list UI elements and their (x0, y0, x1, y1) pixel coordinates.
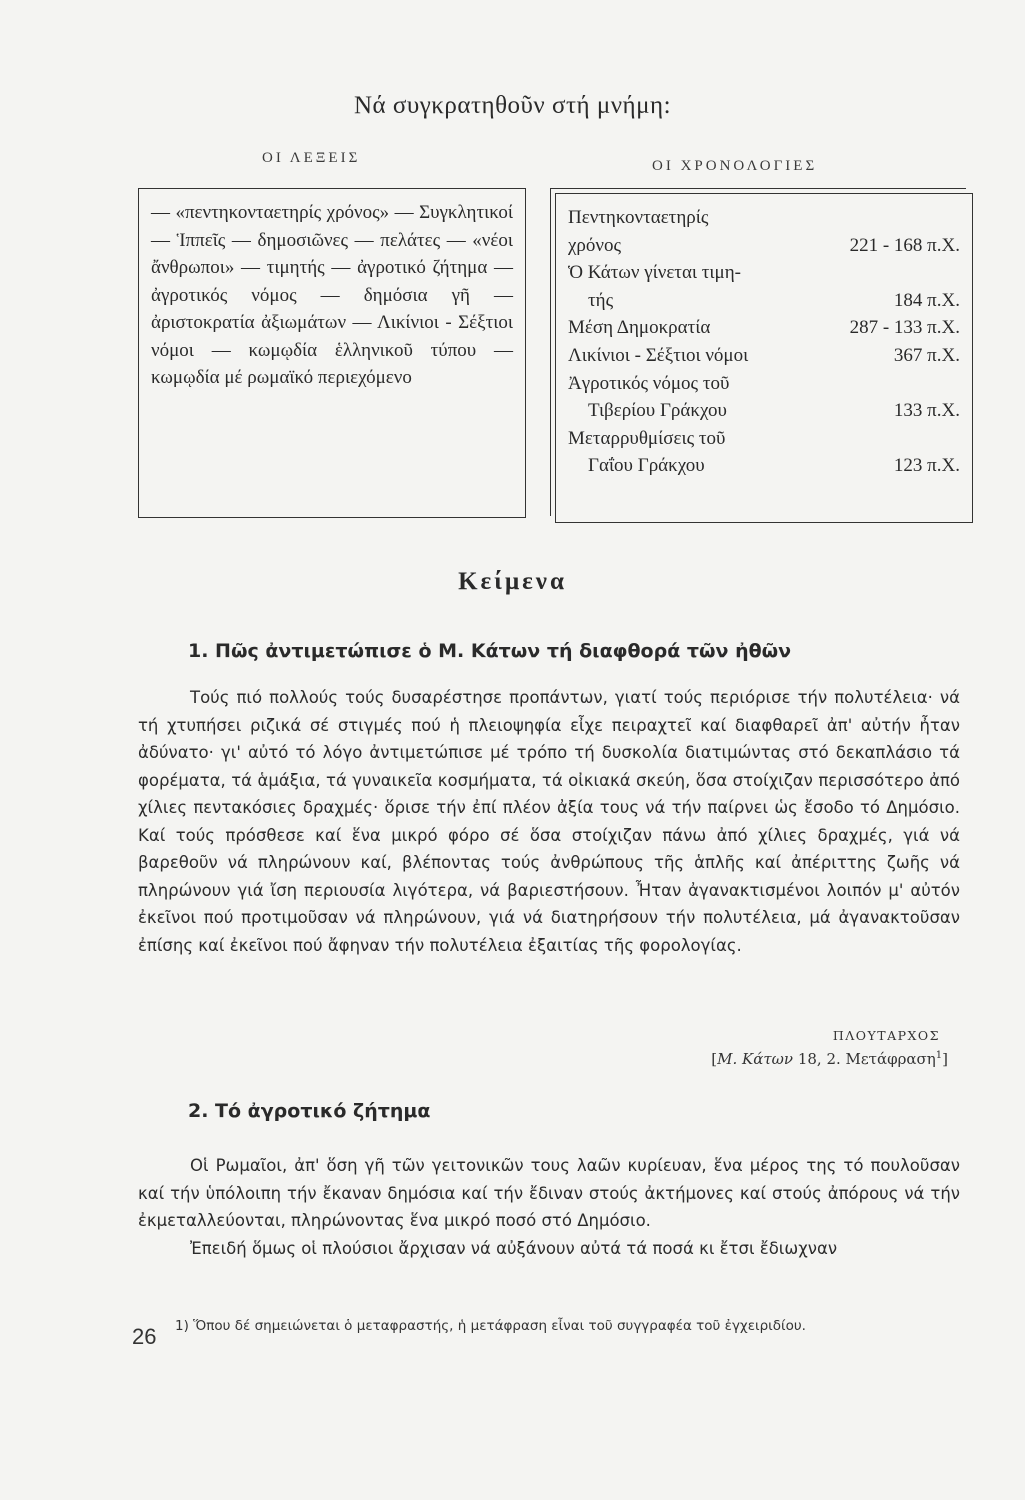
chronology-row (568, 342, 964, 370)
chronology-label: Τιβερίου Γράκχου (588, 400, 727, 422)
citation-author: ΠΛΟΥΤΑΡΧΟΣ (832, 1028, 940, 1043)
page-number: 26 (132, 1324, 157, 1349)
section2-body (138, 1152, 960, 1262)
chronology-row (568, 425, 964, 453)
chronology-label: Μέση Δημοκρατία (568, 317, 711, 339)
words-heading: ΟΙ ΛΕΞΕΙΣ (262, 150, 361, 166)
source-work: Μ. Κάτων (717, 1050, 794, 1068)
chronology-label: χρόνος (568, 234, 622, 256)
chronology-label: τής (588, 289, 614, 311)
words-box (138, 188, 526, 518)
section2-title: 2. Τό ἀγροτικό ζήτημα (188, 1100, 431, 1122)
section1-body (138, 684, 960, 959)
chronology-label: Λικίνιοι - Σέξτιοι νόμοι (568, 345, 749, 367)
source-open: [ (711, 1050, 718, 1068)
source-close: ] (942, 1050, 948, 1068)
chronology-row (568, 452, 964, 480)
chronology-row (568, 397, 964, 425)
dates-box (555, 193, 973, 523)
chronology-label: Μεταρρυθμίσεις τοῦ (568, 427, 726, 449)
footnote: 1) Ὅπου δέ σημειώνεται ὁ μεταφραστής, ἡ μετάφραση εἶναι τοῦ συγγραφέα τοῦ ἐγχειριδίου. (175, 1318, 806, 1334)
chronology-row (568, 314, 964, 342)
words-list: — «πεντηκονταετηρίς χρόνος» — Συγκλητικοί — Ἱππεῖς — δημοσιῶνες — πελάτες — «νέοι ἄνθρωποι» — τιμητής — ἀγροτικό ζήτημα — ἀγροτικός νόμος — δημόσια γῆ — ἀριστοκρατία ἀξιωμάτων — Λικίνιοι - Σέξτιοι νόμοι — κωμῳδία ἑλληνικοῦ τύπου — κωμῳδία μέ ρωμαϊκό περιεχόμενο (151, 202, 513, 388)
chronology-row (568, 232, 964, 260)
chronology-label: Γαΐου Γράκχου (588, 455, 705, 477)
chronology-row (568, 259, 964, 287)
section2-paragraph: Ἐπειδή ὅμως οἱ πλούσιοι ἄρχισαν νά αὐξάνουν αὐτά τά ποσά κι ἔτσι ἔδιωχναν (190, 1238, 838, 1258)
chronology-date: 287 - 133 π.Χ. (849, 317, 960, 339)
texts-heading: Κείμενα (458, 568, 567, 595)
chronology-label: Πεντηκονταετηρίς (568, 207, 709, 229)
dates-heading: ΟΙ ΧΡΟΝΟΛΟΓΙΕΣ (652, 158, 818, 174)
page-heading: Νά συγκρατηθοῦν στή μνήμη: (353, 92, 672, 119)
section2-paragraph: Οἱ Ρωμαῖοι, ἀπ' ὅση γῆ τῶν γειτονικῶν τους λαῶν κυρίευαν, ἕνα μέρος της τό πουλοῦσαν καί τήν ὑπόλοιπη τήν ἔκαναν δημόσια καί τήν ἔδιναν στούς ἀκτήμονες καί στούς ἀπόρους νά τήν ἐκμεταλλεύονται, πληρώνοντας ἕνα μικρό ποσό στό Δημόσιο. (138, 1156, 960, 1230)
chronology-date: 367 π.Χ. (893, 345, 960, 367)
chronology-row (568, 370, 964, 398)
chronology-date: 123 π.Χ. (893, 455, 960, 477)
chronology-date: 184 π.Χ. (893, 289, 960, 311)
citation-source (560, 1050, 948, 1068)
chronology-label: Ἀγροτικός νόμος τοῦ (568, 372, 730, 394)
footnote-divider (140, 1300, 960, 1301)
chronology-row (568, 204, 964, 232)
section1-paragraph: Τούς πιό πολλούς τούς δυσαρέστησε προπάντων, γιατί τούς περιόρισε τήν πολυτέλεια· νά τή χτυπήσει ριζικά σέ στιγμές πού ἡ πλειοψηφία εἶχε πειραχτεῖ καί διαφθαρεῖ ἀπ' αὐτήν ἦταν ἀδύνατο· γι' αὐτό τό λόγο ἀντιμετώπισε μέ τρόπο τή δυσκολία διατιμώντας στό δεκαπλάσιο τά φορέματα, τά ἁμάξια, τά γυναικεῖα κοσμήματα, τά οἰκιακά σκεύη, ὅσα στοίχιζαν περισσότερο ἀπό χίλιες πεντακόσιες δραχμές· ὅρισε τήν ἐπί πλέον ἀξία τους νά τήν παίρνει ὡς ἔσοδο τό Δημόσιο. Καί τούς πρόσθεσε καί ἕνα μικρό φόρο σέ ὅσα στοίχιζαν πάνω ἀπό χίλιες δραχμές, γιά νά βαρεθοῦν νά πληρώνουν καί, βλέποντας τούς ἀνθρώπους τῆς ἁπλῆς καί ἀπέριττης ζωῆς νά πληρώνουν γιά ἴση περιουσία λιγότερα, νά βαριεστήσουν. Ἦταν ἀγανακτισμένοι λοιπόν μ' αὐτόν ἐκεῖνοι πού προτιμοῦσαν νά πληρώνουν, γιά νά διατηρήσουν τήν πολυτέλεια, μά ἀγανακτοῦσαν ἐπίσης καί ἐκεῖνοι πού ἄφηναν τήν πολυτέλεια ἐξαιτίας τῆς φορολογίας. (138, 688, 960, 955)
chronology-label: Ὁ Κάτων γίνεται τιμη- (568, 262, 741, 284)
chronology-row (568, 287, 964, 315)
section1-title: 1. Πῶς ἀντιμετώπισε ὁ Μ. Κάτων τή διαφθορά τῶν ἠθῶν (188, 640, 792, 662)
chronology-date: 221 - 168 π.Χ. (849, 234, 960, 256)
chronology-date: 133 π.Χ. (893, 400, 960, 422)
footnote-marker: 1 (935, 1050, 943, 1061)
source-ref: 18, 2. Μετάφραση (793, 1050, 936, 1068)
